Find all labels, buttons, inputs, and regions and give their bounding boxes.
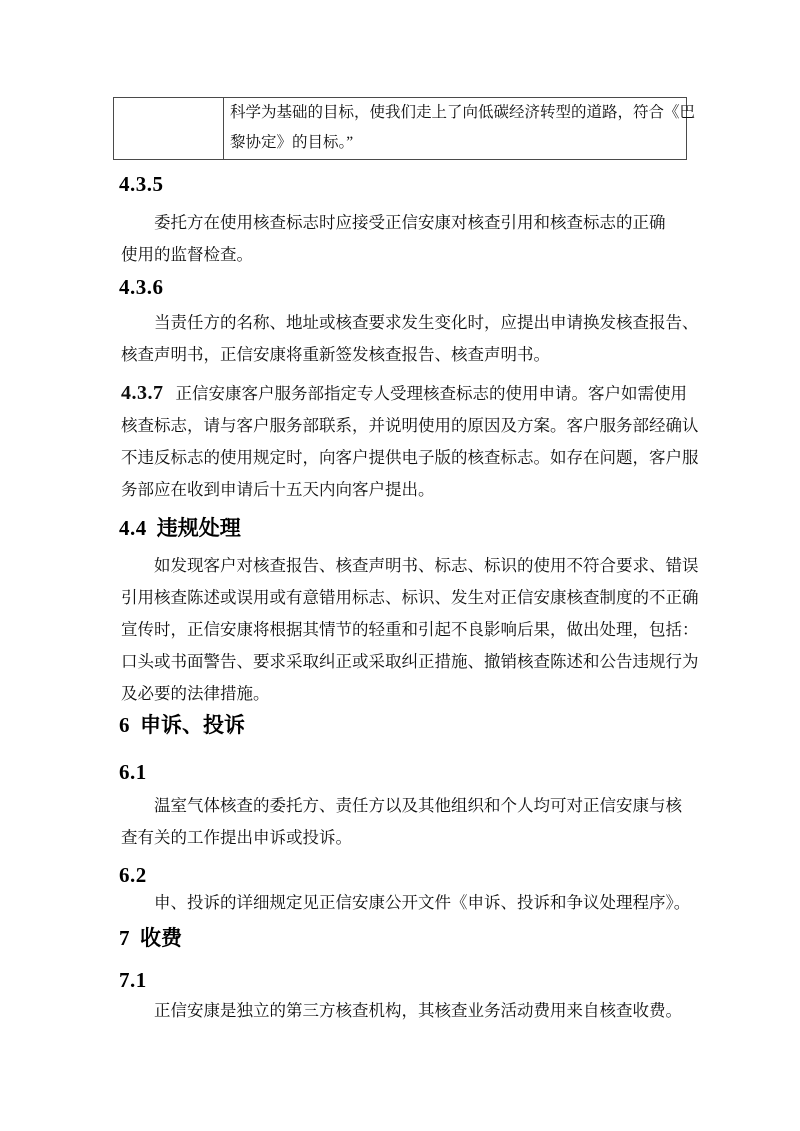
heading-number-inline: 4.3.7 — [121, 382, 164, 404]
paragraph-4-4 — [121, 550, 721, 710]
heading-number: 7.1 — [119, 968, 147, 992]
heading-7 — [119, 925, 182, 951]
heading-number: 4.3.6 — [119, 275, 164, 299]
text-line: 查有关的工作提出申诉或投诉。 — [121, 828, 352, 847]
heading-6-2 — [119, 862, 147, 888]
heading-number: 6.2 — [119, 863, 147, 887]
text-line: 温室气体核查的委托方、责任方以及其他组织和个人均可对正信安康与核 — [154, 796, 682, 815]
table-cell-text — [224, 98, 696, 160]
heading-number: 4.3.5 — [119, 172, 164, 196]
heading-number: 4.4 — [119, 516, 147, 540]
paragraph-7-1 — [121, 995, 721, 1027]
heading-4-3-5 — [119, 171, 164, 197]
heading-title: 收费 — [140, 926, 182, 950]
heading-number: 6 — [119, 713, 130, 737]
text-line: 核查声明书，正信安康将重新签发核查报告、核查声明书。 — [121, 345, 550, 364]
heading-6 — [119, 712, 245, 738]
heading-title: 申诉、投诉 — [140, 713, 245, 737]
heading-number: 7 — [119, 926, 130, 950]
text-span: 正信安康客户服务部指定专人受理核查标志的使用申请。客户如需使用 — [175, 384, 687, 403]
text-line: 引用核查陈述或误用或有意错用标志、标识、发生对正信安康核查制度的不正确 — [121, 588, 699, 607]
text-line — [121, 377, 721, 410]
text-line: 不违反标志的使用规定时，向客户提供电子版的核查标志。如存在问题，客户服 — [121, 448, 699, 467]
paragraph-continuation — [121, 410, 721, 506]
text-line: 委托方在使用核查标志时应接受正信安康对核查引用和核查标志的正确 — [154, 213, 666, 232]
text-line: 务部应在收到申请后十五天内向客户提出。 — [121, 480, 435, 499]
text-line: 宣传时，正信安康将根据其情节的轻重和引起不良影响后果，做出处理，包括： — [121, 620, 699, 639]
text-line: 及必要的法律措施。 — [121, 684, 270, 703]
text-line: 正信安康是独立的第三方核查机构，其核查业务活动费用来自核查收费。 — [154, 1001, 682, 1020]
heading-4-4 — [119, 515, 241, 541]
document-table — [113, 97, 696, 160]
paragraph-4-3-5 — [121, 207, 721, 271]
heading-7-1 — [119, 967, 147, 993]
text-line: 申、投诉的详细规定见正信安康公开文件《申诉、投诉和争议处理程序》。 — [154, 893, 691, 912]
heading-4-3-6 — [119, 274, 164, 300]
paragraph-4-3-6 — [121, 307, 721, 371]
heading-number: 6.1 — [119, 760, 147, 784]
text-line: 口头或书面警告、要求采取纠正或采取纠正措施、撤销核查陈述和公告违规行为 — [121, 652, 699, 671]
text-line: 科学为基础的目标，使我们走上了向低碳经济转型的道路，符合《巴 — [230, 104, 696, 121]
heading-title: 违规处理 — [156, 516, 241, 540]
paragraph-4-3-7 — [121, 377, 721, 506]
heading-6-1 — [119, 759, 147, 785]
text-line: 使用的监督检查。 — [121, 245, 253, 264]
text-line: 当责任方的名称、地址或核查要求发生变化时，应提出申请换发核查报告、 — [154, 313, 699, 332]
paragraph-6-1 — [121, 790, 721, 854]
table-cell-empty — [114, 98, 224, 160]
text-line: 黎协定》的目标。” — [230, 134, 354, 151]
text-line: 如发现客户对核查报告、核查声明书、标志、标识的使用不符合要求、错误 — [154, 556, 699, 575]
text-line: 核查标志，请与客户服务部联系，并说明使用的原因及方案。客户服务部经确认 — [121, 416, 699, 435]
paragraph-6-2 — [121, 887, 721, 919]
table-row — [114, 98, 687, 160]
